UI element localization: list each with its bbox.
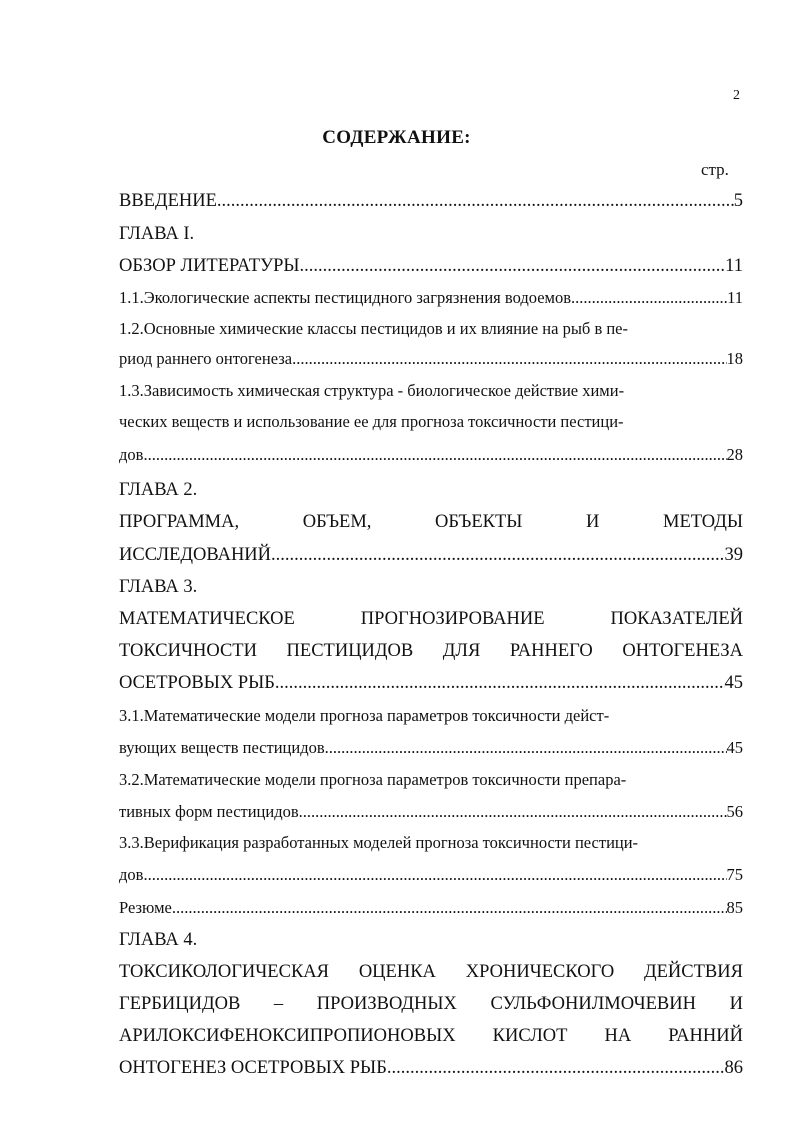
toc-word: – [273,994,284,1014]
toc-entry-continued [119,314,743,344]
toc-entry-continued [119,828,743,858]
toc-entry-continued [119,507,743,537]
toc-entry-text: 3.3.Верификация разработанных моделей прогноза токсичности пестици- [119,833,639,852]
toc-word: ДЕЙСТВИЯ [644,962,743,982]
toc-entry-continued [119,376,743,406]
toc-leader-dots [275,668,725,698]
toc-entry[interactable] [119,668,743,698]
toc-word: РАННЕГО [509,641,593,661]
toc-entry-text: Резюме [119,898,172,917]
toc-entry-text: вующих веществ пестицидов [119,738,325,757]
toc-entry-text: ОБЗОР ЛИТЕРАТУРЫ [119,256,300,276]
toc-entry-text: тивных форм пестицидов [119,802,299,821]
toc-entry-page: 45 [726,738,743,757]
toc-entry-page: 85 [726,898,743,917]
toc-entry[interactable] [119,283,743,313]
toc-leader-dots [300,251,726,281]
toc-entry-page: 28 [726,445,743,464]
toc-word: ОНТОГЕНЕЗА [622,641,743,661]
toc-word: ГЕРБИЦИДОВ [119,994,241,1014]
toc-entry-text: ОСЕТРОВЫХ РЫБ [119,673,275,693]
toc-entry-text: 3.1.Математические модели прогноза параметров токсичности дейст- [119,706,610,725]
toc-leader-dots [143,860,726,890]
toc-entry-continued [119,636,743,666]
chapter-heading-text: ГЛАВА 3. [119,577,198,597]
toc-entry[interactable] [119,440,743,470]
toc-word: ХРОНИЧЕСКОГО [465,962,615,982]
toc-entry-continued [119,1021,743,1051]
toc-entry[interactable] [119,733,743,763]
chapter-heading-text: ГЛАВА I. [119,224,195,244]
toc-entry[interactable] [119,186,743,216]
toc-word: ТОКСИЧНОСТИ [119,641,257,661]
chapter-heading [119,475,743,505]
toc-leader-dots [387,1053,725,1083]
chapter-heading-text: ГЛАВА 2. [119,480,198,500]
toc-entry-page: 75 [726,865,743,884]
toc-entry-page: 18 [726,349,743,368]
toc-word: ОБЪЕМ, [302,512,372,532]
toc-word: СУЛЬФОНИЛМОЧЕВИН [490,994,696,1014]
toc-leader-dots [172,893,727,923]
toc-leader-dots [325,733,727,763]
page-title: СОДЕРЖАНИЕ: [322,127,471,148]
toc-entry[interactable] [119,860,743,890]
toc-entry-continued [119,604,743,634]
toc-leader-dots [299,797,727,827]
toc-word: ПРОГРАММА, [119,512,240,532]
toc-entry-continued [119,957,743,987]
toc-word: ПРОГНОЗИРОВАНИЕ [360,609,545,629]
toc-entry-text: 1.1.Экологические аспекты пестицидного загрязнения водоемов [119,288,572,307]
toc-entry-page: 11 [725,256,743,276]
toc-word: И [586,512,600,532]
toc-word: КИСЛОТ [492,1026,568,1046]
toc-entry-text: ВВЕДЕНИЕ [119,191,217,211]
toc-leader-dots [571,283,727,313]
toc-word: ДЛЯ [442,641,481,661]
toc-entry-page: 56 [726,802,743,821]
chapter-heading-text: ГЛАВА 4. [119,930,198,950]
toc-word: АРИЛОКСИФЕНОКСИПРОПИОНОВЫХ [119,1026,456,1046]
toc-entry[interactable] [119,1053,743,1083]
toc-word: ПЕСТИЦИДОВ [286,641,414,661]
toc-word: ТОКСИКОЛОГИЧЕСКАЯ [119,962,329,982]
page-number: 2 [733,88,740,103]
toc-word: ОБЪЕКТЫ [435,512,523,532]
toc-entry[interactable] [119,893,743,923]
toc-entry-page: 11 [727,288,743,307]
chapter-heading [119,572,743,602]
toc-entry[interactable] [119,344,743,374]
toc-entry-text: ИССЛЕДОВАНИЙ [119,545,272,565]
page-column-label: стр. [701,160,729,179]
toc-word: НА [604,1026,632,1046]
toc-entry[interactable] [119,797,743,827]
toc-word: РАННИЙ [668,1026,743,1046]
toc-word: МЕТОДЫ [663,512,743,532]
toc-word: ПОКАЗАТЕЛЕЙ [610,609,743,629]
toc-entry-text: ОНТОГЕНЕЗ ОСЕТРОВЫХ РЫБ [119,1058,387,1078]
toc-leader-dots [217,186,734,216]
toc-word: ОЦЕНКА [358,962,436,982]
toc-entry-text: ческих веществ и использование ее для прогноза токсичности пестици- [119,412,624,431]
toc-leader-dots [271,540,724,570]
toc-word: МАТЕМАТИЧЕСКОЕ [119,609,295,629]
toc-entry-text: 1.3.Зависимость химическая структура - биологическое действие хими- [119,381,625,400]
toc-entry-page: 45 [724,673,743,693]
toc-entry-text: дов [119,865,144,884]
toc-entry-continued [119,701,743,731]
toc-entry-page: 39 [724,545,743,565]
toc-entry-text: 3.2.Математические модели прогноза параметров токсичности препара- [119,770,627,789]
toc-entry-text: 1.2.Основные химические классы пестицидов и их влияние на рыб в пе- [119,319,629,338]
toc-entry[interactable] [119,540,743,570]
toc-entry-text: риод раннего онтогенеза [119,349,293,368]
toc-word: И [729,994,743,1014]
toc-word: ПРОИЗВОДНЫХ [316,994,457,1014]
toc-leader-dots [292,344,726,374]
chapter-heading [119,925,743,955]
toc-entry[interactable] [119,251,743,281]
toc-entry-continued [119,407,743,437]
chapter-heading [119,219,743,249]
toc-entry-continued [119,989,743,1019]
toc-entry-page: 86 [724,1058,743,1078]
toc-leader-dots [143,440,726,470]
toc-entry-page: 5 [733,191,743,211]
toc-entry-text: дов [119,445,144,464]
toc-entry-continued [119,765,743,795]
